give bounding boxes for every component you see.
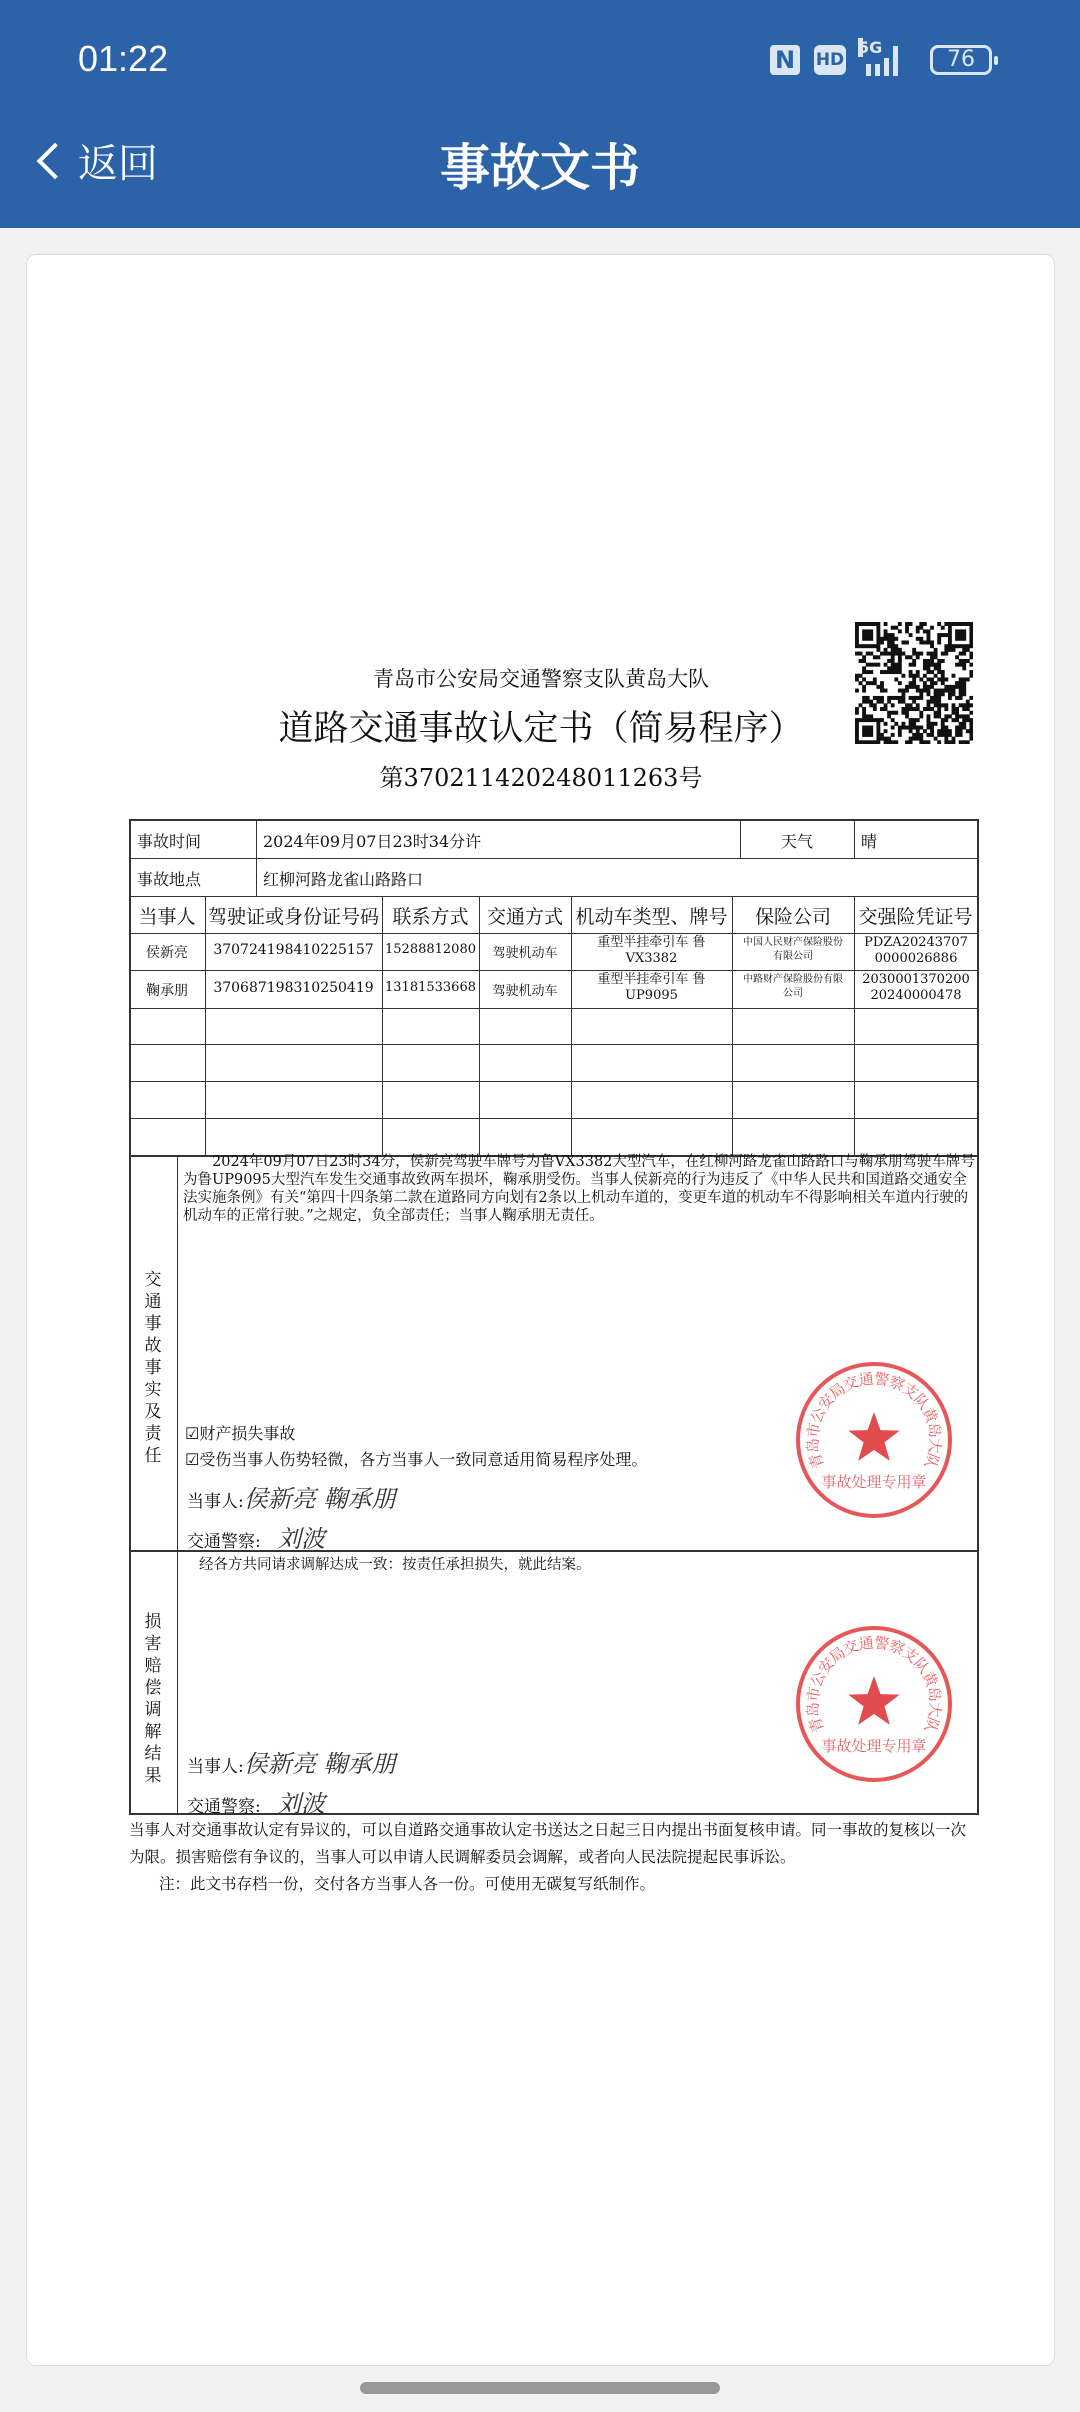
- col-header: 驾驶证或身份证号码: [207, 906, 379, 928]
- svg-text:岛: 岛: [803, 1437, 823, 1454]
- svg-text:安: 安: [814, 1390, 839, 1414]
- officer-signature: 刘波: [276, 1790, 325, 1818]
- official-stamp: [793, 1623, 955, 1785]
- svg-text:青: 青: [805, 1450, 828, 1471]
- svg-text:通: 通: [857, 1633, 875, 1654]
- home-indicator[interactable]: [360, 2382, 720, 2394]
- check2-label: 受伤当事人伤势轻微，各方当事人一致同意适用简易程序处理。: [199, 1450, 648, 1469]
- status-time: 01:22: [78, 38, 169, 79]
- svg-text:队: 队: [920, 1714, 943, 1735]
- col-header: 保险公司: [754, 906, 831, 928]
- svg-text:队: 队: [909, 1654, 934, 1678]
- col-header: 交通方式: [486, 906, 563, 928]
- svg-text:交: 交: [840, 1372, 862, 1395]
- document-viewer[interactable]: [26, 254, 1055, 2366]
- svg-text:警: 警: [873, 1633, 891, 1654]
- party-name: 侯新亮: [146, 945, 188, 961]
- svg-text:局: 局: [826, 1643, 849, 1667]
- svg-text:公: 公: [806, 1668, 830, 1690]
- footer-note: 注：此文书存档一份，交付各方当事人各一份。可使用无碳复写纸制作。: [159, 1875, 656, 1893]
- officer-label: 交通警察:: [187, 1532, 261, 1552]
- col-header: 机动车类型、牌号: [575, 906, 728, 928]
- svg-text:公: 公: [806, 1404, 830, 1426]
- party-policy: PDZA202437070000026886: [864, 935, 968, 966]
- svg-text:岛: 岛: [924, 1685, 945, 1703]
- svg-text:黄: 黄: [918, 1404, 942, 1426]
- party-sign-line: [187, 1744, 395, 1779]
- party-policy: 203000137020020240000478: [862, 972, 970, 1003]
- svg-text:市: 市: [803, 1685, 824, 1703]
- officer-label: 交通警察:: [187, 1797, 261, 1817]
- party-signature: 侯新亮 鞠承朋: [243, 1485, 396, 1513]
- party-signature: 侯新亮 鞠承朋: [243, 1750, 396, 1778]
- svg-text:通: 通: [857, 1369, 875, 1390]
- svg-text:大: 大: [925, 1437, 945, 1454]
- network-type: 5G: [858, 38, 883, 57]
- checkbox-property-loss: ☑财产损失事故: [185, 1424, 296, 1443]
- party-vehicle: 重型半挂牵引车 鲁UP9095: [597, 972, 706, 1003]
- accident-document: [1, 1, 1054, 2365]
- party-phone: 15288812080: [385, 942, 476, 957]
- svg-text:察: 察: [886, 1372, 908, 1395]
- officer-sign-line: [187, 1784, 325, 1819]
- party-phone: 13181533668: [385, 980, 476, 995]
- party-mode: 驾驶机动车: [492, 984, 558, 999]
- party-mode: 驾驶机动车: [492, 946, 558, 961]
- officer-signature: 刘波: [276, 1525, 325, 1553]
- party-label: 当事人:: [187, 1757, 244, 1777]
- col-header: 交强险凭证号: [858, 906, 973, 928]
- hd-icon: HD: [814, 45, 846, 75]
- issuer: 青岛市公安局交通警察支队黄岛大队: [373, 667, 709, 691]
- svg-text:支: 支: [899, 1379, 922, 1403]
- battery-icon: 76: [930, 45, 992, 75]
- party-id: 370687198310250419: [213, 980, 374, 996]
- svg-text:岛: 岛: [924, 1421, 945, 1439]
- svg-text:事故处理专用章: 事故处理专用章: [821, 1737, 927, 1755]
- svg-text:安: 安: [814, 1654, 839, 1678]
- place-label: 事故地点: [137, 870, 202, 889]
- col-header: 当事人: [138, 906, 196, 928]
- party-label: 当事人:: [187, 1492, 244, 1512]
- svg-text:察: 察: [886, 1636, 908, 1659]
- document-title: 道路交通事故认定书（简易程序）: [278, 709, 804, 749]
- footer-notice: 当事人对交通事故认定有异议的，可以自道路交通事故认定书送达之日起三日内提出书面复核申请。同一事故的复核以一次为限。损害赔偿有争议的，当事人可以申请人民调解委员会调解，或者向人民法院提起民事诉讼。: [129, 1821, 967, 1866]
- official-stamp: [793, 1359, 955, 1521]
- back-label: 返回: [78, 141, 158, 187]
- party-insurer: 中路财产保险股份有限公司: [743, 974, 843, 999]
- time-value: 2024年09月07日23时34分许: [263, 832, 482, 851]
- svg-text:队: 队: [909, 1390, 934, 1414]
- svg-text:交: 交: [840, 1636, 862, 1659]
- svg-text:事故处理专用章: 事故处理专用章: [821, 1473, 927, 1491]
- svg-text:警: 警: [873, 1369, 891, 1390]
- check1-label: 财产损失事故: [199, 1424, 296, 1443]
- party-insurer: 中国人民财产保险股份有限公司: [743, 937, 843, 962]
- place-value: 红柳河路龙雀山路路口: [263, 870, 424, 889]
- svg-text:黄: 黄: [918, 1668, 942, 1690]
- qr-code: [855, 622, 973, 744]
- svg-text:队: 队: [920, 1450, 943, 1471]
- svg-text:大: 大: [925, 1701, 945, 1718]
- mediation-label: 损害赔偿调解结果: [144, 1612, 162, 1786]
- svg-text:青: 青: [805, 1714, 828, 1735]
- weather-label: 天气: [780, 832, 813, 851]
- party-sign-line: [187, 1479, 395, 1514]
- page-title: 事故文书: [440, 139, 640, 197]
- party-id: 370724198410225157: [213, 942, 374, 958]
- officer-sign-line: [187, 1519, 325, 1554]
- svg-text:岛: 岛: [803, 1701, 823, 1718]
- mediation-text: 经各方共同请求调解达成一致：按责任承担损失，就此结案。: [199, 1557, 591, 1573]
- facts-text: 2024年09月07日23时34分，侯新亮驾驶车牌号为鲁VX3382大型汽车，在红柳河路龙雀山路路口与鞠承朋驾驶车牌号为鲁UP9095大型汽车发生交通事故致两车损坏，鞠承朋受伤。当事人侯新亮的行为违反了《中华人民共和国道路交通安全法实施条例》有关“第四十四条第二款在道路同方向划有2条以上机动车道的，变更车道的机动车不得影响相关车道内行驶的机动车的正常行驶。”之规定，负全部责任；当事人鞠承朋无责任。: [183, 1154, 975, 1224]
- party-vehicle: 重型半挂牵引车 鲁VX3382: [597, 935, 706, 966]
- svg-text:市: 市: [803, 1421, 824, 1439]
- svg-text:支: 支: [899, 1643, 922, 1667]
- party-name: 鞠承朋: [146, 983, 188, 999]
- time-label: 事故时间: [137, 832, 202, 851]
- checkbox-minor-injury: ☑受伤当事人伤势轻微，各方当事人一致同意适用简易程序处理。: [185, 1450, 648, 1469]
- document-number: 第370211420248011263号: [379, 764, 703, 792]
- svg-text:局: 局: [826, 1379, 849, 1403]
- facts-label: 交通事故事实及责任: [144, 1270, 162, 1466]
- col-header: 联系方式: [392, 906, 469, 928]
- nfc-icon: N: [770, 45, 800, 75]
- weather-value: 晴: [861, 832, 878, 851]
